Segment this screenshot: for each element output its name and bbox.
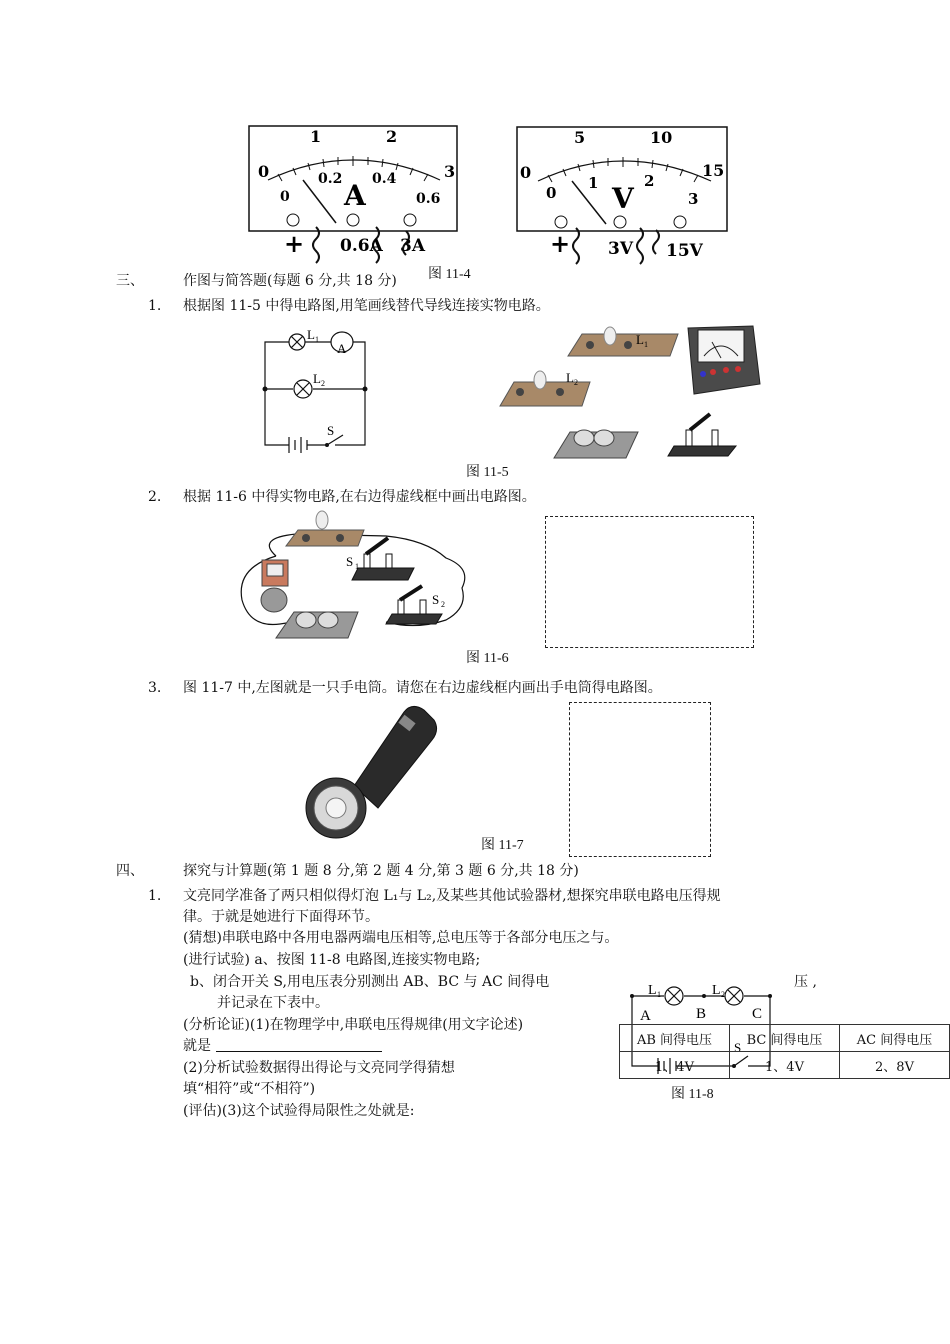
label-switch: S [327,423,335,438]
voltmeter-top-15: 15 [702,161,725,180]
ammeter-bottom-1: 0.2 [318,171,343,187]
ammeter-top-1: 1 [310,127,322,146]
q3-2-text: 根据 11-6 中得实物电路,在右边得虚线框中画出电路图。 [183,489,536,505]
voltmeter-figure [516,126,730,271]
q4-1-line3: (猜想)串联电路中各用电器两端电压相等,总电压等于各部分电压之与。 [183,930,619,946]
voltmeter-top-10: 10 [650,128,673,147]
q4-1-line2: 律。于就是她进行下面得环节。 [183,909,379,925]
q4-1-line1: 文亮同学准备了两只相似得灯泡 L₁与 L₂,及某些其他试验器材,想探究串联电路电压得规 [183,888,721,904]
table-value-bc: 1、4V [730,1052,840,1079]
table-header-bc: BC 间得电压 [730,1025,840,1052]
physical-circuit-11-6 [236,508,472,646]
figure-caption-11-8: 图 11-8 [671,1087,714,1102]
q4-1-line7: (分析论证)(1)在物理学中,串联电压得规律(用文字论述) [183,1017,524,1033]
voltmeter-top-0: 0 [520,163,532,182]
q4-1-line6: 并记录在下表中。 [217,995,329,1011]
voltmeter-top-5: 5 [574,128,586,147]
label-l1-11-8: L [648,983,657,998]
figure-caption-11-7: 图 11-7 [481,838,524,853]
physical-components-11-5 [498,322,770,462]
label-l1-sub-11-8: 1 [657,990,661,999]
q3-1-number: 1. [148,298,162,314]
figure-caption-11-6: 图 11-6 [466,651,509,666]
section-4-number: 四、 [116,863,144,879]
voltmeter-terminal-15v: 15V [666,241,703,261]
label-l2-sub: 2 [321,379,325,388]
label-l2-11-8: L [712,983,721,998]
section-3-number: 三、 [116,273,144,289]
label-s2: S [432,592,440,607]
label-l2-sub-11-8: 2 [721,990,725,999]
voltmeter-terminal-3v: 3V [608,239,634,259]
point-a: A [640,1008,651,1024]
table-value-ab: 1、4V [620,1052,730,1079]
q4-1-line4: (进行试验) a、按图 11-8 电路图,连接实物电路; [183,952,481,968]
voltmeter-bottom-0: 0 [546,184,557,202]
answer-blank-1[interactable] [216,1051,382,1052]
voltmeter-symbol: V [612,182,634,215]
ammeter-terminal-3a: 3A [400,236,426,256]
ammeter-bottom-2: 0.4 [372,171,397,187]
ammeter-symbol: A [344,179,366,212]
section-4-title: 探究与计算题(第 1 题 8 分,第 2 题 4 分,第 3 题 6 分,共 18 分) [183,863,579,879]
voltage-table [619,1024,950,1079]
table-header-ab: AB 间得电压 [620,1025,730,1052]
ammeter-figure [248,125,460,270]
ammeter-top-3: 3 [444,162,456,181]
q4-1-line5a: b、闭合开关 S,用电压表分别测出 AB、BC 与 AC 间得电 [190,974,550,990]
label-l1: L [307,327,315,342]
table-header-row [620,1025,950,1052]
answer-box-11-7[interactable] [569,702,711,857]
component-label-l2: L [566,370,574,385]
label-s1: S [346,554,354,569]
component-label-l1: L [636,332,644,347]
label-ammeter: A [337,341,347,356]
component-label-l1-sub: 1 [644,340,648,349]
table-value-ac: 2、8V [840,1052,950,1079]
q3-1-text: 根据图 11-5 中得电路图,用笔画线替代导线连接实物电路。 [183,298,550,314]
q3-3-text: 图 11-7 中,左图就是一只手电筒。请您在右边虚线框内画出手电筒得电路图。 [183,680,662,696]
component-label-l2-sub: 2 [574,378,578,387]
q4-1-line5b: 压 , [794,974,817,990]
circuit-diagram-11-5 [255,325,375,460]
figure-caption-11-4: 图 11-4 [428,267,471,282]
q4-1-line10: 填“相符”或“不相符”) [183,1081,316,1097]
q4-1-line8: 就是 [183,1038,211,1054]
figure-caption-11-5: 图 11-5 [466,465,509,480]
table-header-ac: AC 间得电压 [840,1025,950,1052]
point-b: B [696,1006,707,1022]
section-3-title: 作图与简答题(每题 6 分,共 18 分) [183,273,397,289]
ammeter-terminal-plus: + [284,229,305,258]
voltmeter-bottom-2: 2 [644,172,655,190]
table-row [620,1052,950,1079]
answer-box-11-6[interactable] [545,516,754,648]
q4-1-line11: (评估)(3)这个试验得局限性之处就是: [183,1103,415,1119]
ammeter-top-2: 2 [386,127,398,146]
label-l1-sub: 1 [315,335,319,344]
voltmeter-terminal-plus: + [550,229,571,258]
q4-1-line9: (2)分析试验数据得出得论与文亮同学得猜想 [183,1060,455,1076]
ammeter-bottom-3: 0.6 [416,191,441,207]
label-l2: L [313,371,321,386]
label-s1-sub: 1 [355,562,359,571]
q3-2-number: 2. [148,489,162,505]
ammeter-top-0: 0 [258,162,270,181]
point-c: C [752,1006,763,1022]
label-s2-sub: 2 [441,600,445,609]
flashlight-image [302,700,438,838]
q3-3-number: 3. [148,680,162,696]
label-switch-11-8: S [734,1040,742,1055]
voltmeter-bottom-3: 3 [688,190,699,208]
ammeter-bottom-0: 0 [280,189,290,205]
ammeter-terminal-06a: 0.6A [340,236,383,256]
voltmeter-bottom-1: 1 [588,174,599,192]
q4-1-number: 1. [148,888,162,904]
